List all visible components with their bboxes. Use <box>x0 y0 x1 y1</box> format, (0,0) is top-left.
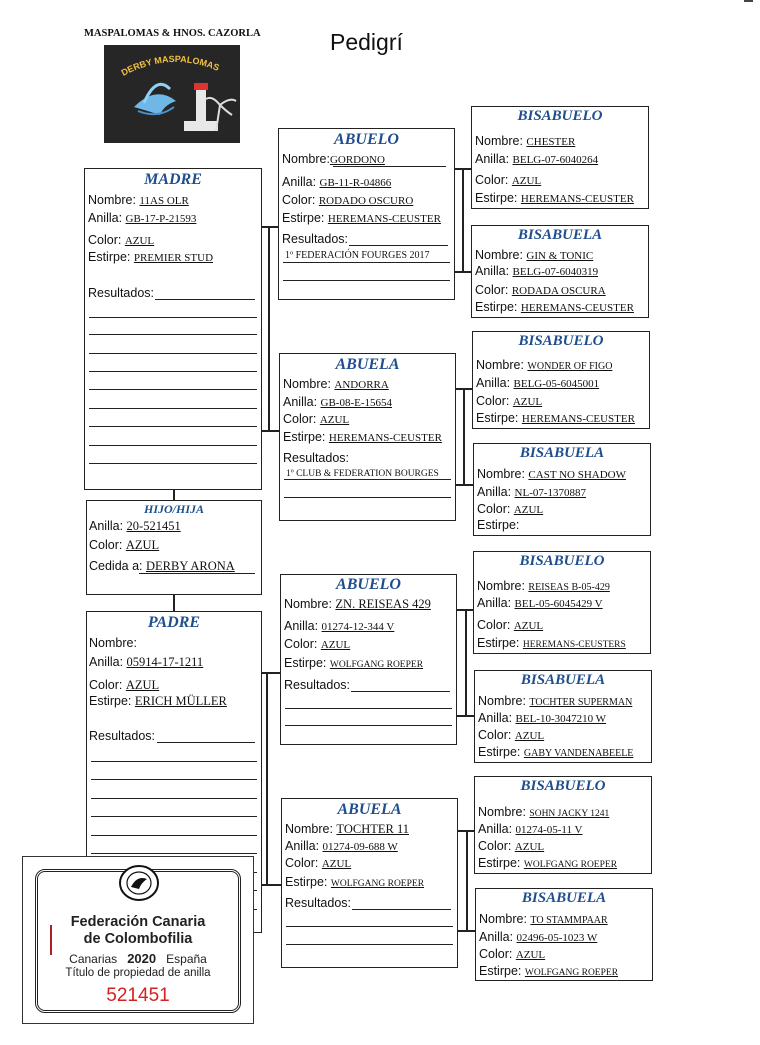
abuela-m-estirpe: HEREMANS-CEUSTER <box>328 432 442 444</box>
labels-color: Color: <box>475 173 509 187</box>
labels-estirpe: Estirpe: <box>478 856 521 870</box>
bis2-anilla: BELG-07-6040319 <box>512 266 599 278</box>
labels-anilla: Anilla: <box>479 930 514 944</box>
abuela-paterna-card <box>281 798 458 968</box>
abuela-m-color: AZUL <box>319 414 350 426</box>
abuela-p-anilla: 01274-09-688 W <box>322 841 398 853</box>
abuelo-m-estirpe: HEREMANS-CEUSTER <box>327 213 441 225</box>
bis2-color: RODADA OSCURA <box>511 285 606 297</box>
labels-estirpe: Estirpe: <box>478 745 521 759</box>
abuelo-m-anilla: GB-11-R-04866 <box>319 177 392 189</box>
bis2-title: BISABUELA <box>517 227 603 243</box>
breeder-name: MASPALOMAS & HNOS. CAZORLA <box>84 28 261 39</box>
bis4-nombre: CAST NO SHADOW <box>528 469 627 481</box>
labels-anilla: Anilla: <box>478 711 513 725</box>
labels-resultados: Resultados: <box>89 729 156 743</box>
abuela-p-title: ABUELA <box>337 801 402 818</box>
connector <box>455 271 471 273</box>
label-estirpe: Estirpe: <box>88 250 131 264</box>
labels-color: Color: <box>478 839 512 853</box>
federation-certificate <box>22 856 254 1024</box>
labels-estirpe: Estirpe: <box>475 300 518 314</box>
labels-nombre: Nombre: <box>477 467 525 481</box>
connector <box>458 930 475 932</box>
labels-estirpe: Estirpe: <box>284 656 327 670</box>
labels-nombre: Nombre: <box>283 377 331 391</box>
bis5-anilla: BEL-05-6045429 V <box>514 598 603 610</box>
bis8-estirpe: WOLFGANG ROEPER <box>524 968 619 978</box>
labels-resultados: Resultados: <box>285 896 352 910</box>
bis3-anilla: BELG-05-6045001 <box>513 378 600 390</box>
labels-resultados: Resultados: <box>284 678 351 692</box>
labels-nombre: Nombre: <box>478 694 526 708</box>
labels-color: Color: <box>475 283 509 297</box>
bis5-color: AZUL <box>513 620 544 632</box>
labels-resultados: Resultados: <box>283 451 350 465</box>
bis3-color: AZUL <box>512 396 543 408</box>
connector <box>266 672 268 884</box>
labels-nombre: Nombre: <box>284 597 332 611</box>
bisabuelo-5-card <box>473 551 651 654</box>
labels-nombre: Nombre: <box>477 579 525 593</box>
labels-color: Color: <box>479 947 513 961</box>
madre-anilla: GB-17-P-21593 <box>125 213 197 225</box>
connector <box>262 226 278 228</box>
stamp-country: España <box>166 952 207 966</box>
bis3-title: BISABUELO <box>518 333 604 349</box>
connector <box>262 430 279 432</box>
label-anilla: Anilla: <box>88 211 123 225</box>
labels-anilla: Anilla: <box>283 395 318 409</box>
abuelo-materno-card <box>278 128 455 300</box>
bis1-color: AZUL <box>511 175 542 187</box>
bis8-anilla: 02496-05-1023 W <box>516 932 598 944</box>
connector <box>465 609 467 716</box>
connector <box>262 884 281 886</box>
bis4-color: AZUL <box>513 504 544 516</box>
labels-color: Color: <box>476 394 510 408</box>
connector <box>466 830 468 931</box>
abuelo-p-anilla: 01274-12-344 V <box>321 621 395 633</box>
labels-color: Color: <box>283 412 317 426</box>
bisabuelo-7-card <box>474 776 652 874</box>
connector <box>173 595 175 611</box>
labels-estirpe: Estirpe: <box>477 636 520 650</box>
labels-color: Color: <box>284 637 318 651</box>
bis3-estirpe: HEREMANS-CEUSTER <box>521 413 635 425</box>
svg-text:DERBY MASPALOMAS: DERBY MASPALOMAS <box>119 53 221 78</box>
labels-estirpe: Estirpe: <box>285 875 328 889</box>
labels-color: Color: <box>89 538 123 552</box>
label-nombre: Nombre: <box>88 193 136 207</box>
bis5-estirpe: HEREMANS-CEUSTERS <box>522 640 626 650</box>
bis7-color: AZUL <box>514 841 545 853</box>
padre-color: AZUL <box>125 678 160 692</box>
padre-estirpe: ERICH MÜLLER <box>134 694 227 708</box>
bis8-title: BISABUELA <box>521 890 607 906</box>
bis1-estirpe: HEREMANS-CEUSTER <box>520 193 634 205</box>
bisabuela-6-card <box>474 670 652 763</box>
abuelo-m-color: RODADO OSCURO <box>318 195 414 207</box>
stamp-caption: Título de propiedad de anilla <box>65 967 211 979</box>
madre-color: AZUL <box>124 235 155 247</box>
bis8-color: AZUL <box>515 949 546 961</box>
padre-title: PADRE <box>147 614 201 631</box>
abuelo-m-resultado: 1º FEDERACIÓN FOURGES 2017 <box>285 250 430 261</box>
padre-anilla: 05914-17-1211 <box>126 655 204 669</box>
labels-anilla: Anilla: <box>477 485 512 499</box>
bis6-color: AZUL <box>514 730 545 742</box>
labels-nombre: Nombre: <box>478 805 526 819</box>
abuelo-p-estirpe: WOLFGANG ROEPER <box>329 660 424 670</box>
bis6-estirpe: GABY VANDENABEELE <box>523 748 634 759</box>
abuelo-p-color: AZUL <box>320 639 351 651</box>
labels-nombre: Nombre: <box>89 636 137 650</box>
labels-nombre: Nombre: <box>476 358 524 372</box>
bis4-anilla: NL-07-1370887 <box>514 487 587 499</box>
abuela-m-title: ABUELA <box>335 356 400 373</box>
labels-estirpe: Estirpe: <box>282 211 325 225</box>
labels-estirpe: Estirpe: <box>283 430 326 444</box>
label-color: Color: <box>88 233 122 247</box>
stamp-year: 2020 <box>127 951 157 966</box>
bis5-nombre: REISEAS B-05-429 <box>528 582 610 593</box>
bis4-title: BISABUELA <box>519 445 605 461</box>
labels-nombre: Nombre: <box>475 134 523 148</box>
madre-title: MADRE <box>144 171 202 188</box>
labels-anilla: Anilla: <box>282 175 317 189</box>
connector <box>262 672 280 674</box>
labels-estirpe: Estirpe: <box>89 694 132 708</box>
labels-anilla: Anilla: <box>89 655 124 669</box>
federation-seal-icon <box>117 863 161 903</box>
abuelo-p-nombre: ZN. REISEAS 429 <box>335 597 431 611</box>
labels-nombre: Nombre: <box>285 822 333 836</box>
connector <box>268 226 270 431</box>
bis2-nombre: GIN & TONIC <box>526 250 594 262</box>
bis8-nombre: TO STAMMPAAR <box>530 915 608 926</box>
connector <box>463 388 465 485</box>
hijo-anilla: 20-521451 <box>126 519 181 533</box>
labels-cedida: Cedida a: <box>89 559 143 573</box>
labels-nombre: Nombre: <box>479 912 527 926</box>
labels-anilla: Anilla: <box>89 519 124 533</box>
abuelo-paterno-card <box>280 574 457 745</box>
bisabuela-8-card <box>475 888 653 981</box>
bisabuelo-1-card <box>471 106 649 209</box>
abuelo-m-title: ABUELO <box>334 131 399 148</box>
abuela-p-nombre: TOCHTER 11 <box>336 822 409 836</box>
connector <box>173 490 175 500</box>
hijo-card <box>86 500 262 595</box>
labels-anilla: Anilla: <box>476 376 511 390</box>
labels-anilla: Anilla: <box>284 619 319 633</box>
labels-nombre: Nombre: <box>282 152 330 166</box>
abuela-p-estirpe: WOLFGANG ROEPER <box>330 879 425 889</box>
stamp-place: Canarias <box>69 952 118 966</box>
connector <box>462 168 464 272</box>
bisabuelo-3-card <box>472 331 650 429</box>
abuela-m-resultado: 1º CLUB & FEDERATION BOURGES <box>286 469 439 479</box>
hijo-title: HIJO/HIJA <box>143 502 204 516</box>
bis7-estirpe: WOLFGANG ROEPER <box>523 860 618 870</box>
labels-color: Color: <box>478 728 512 742</box>
labels-color: Color: <box>89 678 123 692</box>
labels-color: Color: <box>477 502 511 516</box>
dove-lighthouse-icon <box>104 45 240 143</box>
abuela-materna-card <box>279 353 456 521</box>
connector <box>457 715 474 717</box>
labels-estirpe: Estirpe: <box>477 518 520 532</box>
labels-estirpe: Estirpe: <box>476 411 519 425</box>
bis1-nombre: CHESTER <box>526 136 576 148</box>
abuela-p-color: AZUL <box>321 858 352 870</box>
madre-card <box>84 168 262 490</box>
bis7-nombre: SOHN JACKY 1241 <box>529 809 610 819</box>
madre-estirpe: PREMIER STUD <box>133 252 214 264</box>
labels-estirpe: Estirpe: <box>475 191 518 205</box>
labels-anilla: Anilla: <box>475 152 510 166</box>
hijo-cedida: DERBY ARONA <box>146 559 235 573</box>
labels-resultados: Resultados: <box>282 232 349 246</box>
bis6-nombre: TOCHTER SUPERMAN <box>529 697 633 708</box>
labels-color: Color: <box>285 856 319 870</box>
connector <box>456 484 473 486</box>
bis1-title: BISABUELO <box>517 108 603 124</box>
bis7-anilla: 01274-05-11 V <box>515 824 583 836</box>
labels-anilla: Anilla: <box>477 596 512 610</box>
hijo-color: AZUL <box>125 538 160 552</box>
stamp-line2: de Colombofilia <box>83 931 193 947</box>
labels-anilla: Anilla: <box>475 264 510 278</box>
labels-color: Color: <box>477 618 511 632</box>
bis5-title: BISABUELO <box>519 553 605 569</box>
abuela-m-anilla: GB-08-E-15654 <box>320 397 393 409</box>
bis2-estirpe: HEREMANS-CEUSTER <box>520 302 634 314</box>
labels-estirpe: Estirpe: <box>479 964 522 978</box>
page-title: Pedigrí <box>330 29 403 55</box>
abuelo-p-title: ABUELO <box>336 576 401 593</box>
bis6-title: BISABUELA <box>520 672 606 688</box>
abuela-m-nombre: ANDORRA <box>334 379 389 391</box>
bis7-title: BISABUELO <box>520 778 606 794</box>
label-resultados: Resultados: <box>88 286 155 300</box>
bis3-nombre: WONDER OF FIGO <box>527 361 613 372</box>
bisabuela-4-card <box>473 443 651 536</box>
bisabuela-2-card <box>471 225 649 318</box>
derby-logo <box>104 45 240 143</box>
stamp-line1: Federación Canaria <box>70 914 206 930</box>
abuelo-m-nombre: GORDONO <box>329 154 385 166</box>
labels-anilla: Anilla: <box>285 839 320 853</box>
red-mark <box>50 925 52 955</box>
scan-mark <box>744 0 753 2</box>
labels-anilla: Anilla: <box>478 822 513 836</box>
bis1-anilla: BELG-07-6040264 <box>512 154 599 166</box>
madre-nombre: 11AS OLR <box>139 195 189 207</box>
bis6-anilla: BEL-10-3047210 W <box>515 713 607 725</box>
labels-color: Color: <box>282 193 316 207</box>
stamp-number: 521451 <box>106 985 170 1006</box>
labels-nombre: Nombre: <box>475 248 523 262</box>
